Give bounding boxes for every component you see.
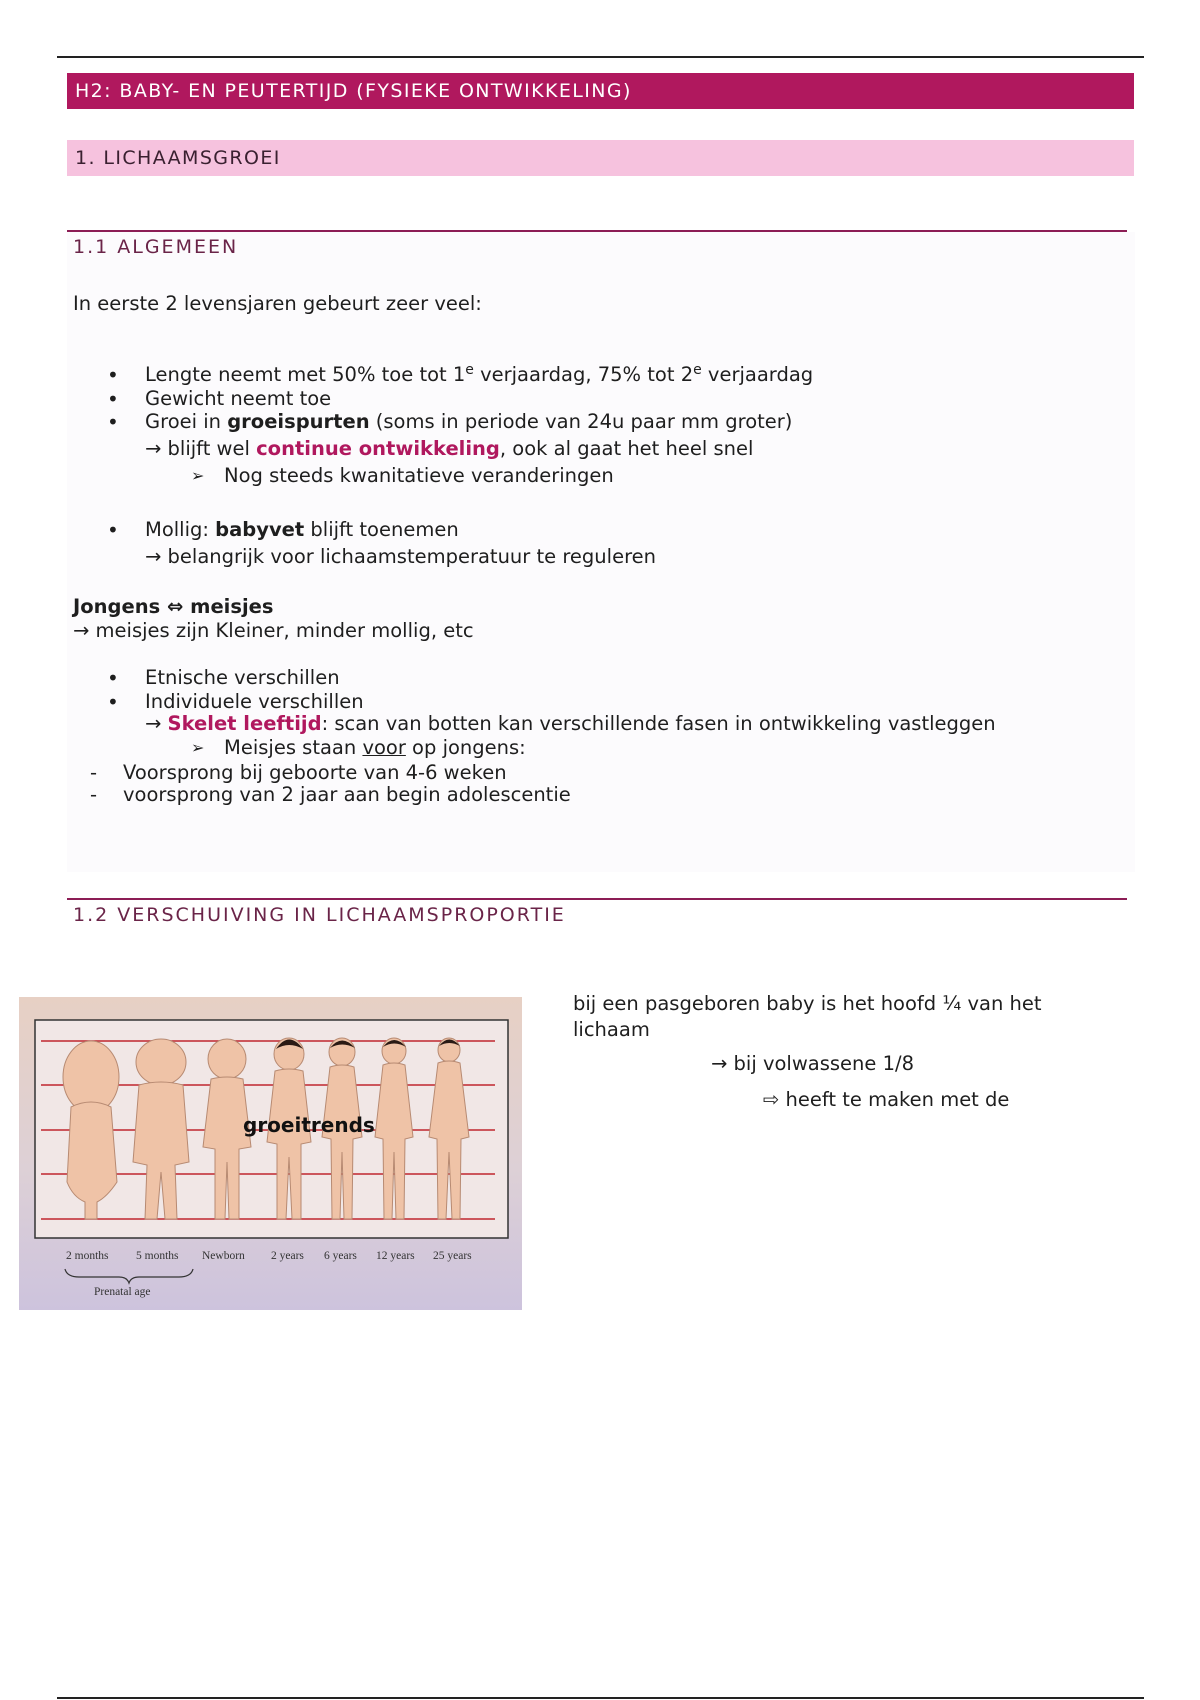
- arrow-note: → bij volwassene 1/8: [711, 1052, 914, 1075]
- section-heading: 1. LICHAAMSGROEI: [67, 140, 1134, 176]
- list-item: • Lengte neemt met 50% toe tot 1e verjaardag, 75% tot 2e verjaardag: [145, 363, 813, 387]
- chapter-heading: H2: BABY- EN PEUTERTIJD (FYSIEKE ONTWIKKELING): [67, 73, 1134, 109]
- list-item: • Gewicht neemt toe: [145, 387, 331, 411]
- list-item: • Individuele verschillen: [145, 690, 364, 714]
- age-label: 25 years: [433, 1250, 472, 1262]
- age-label: 2 years: [271, 1250, 304, 1262]
- age-label: 5 months: [136, 1250, 179, 1262]
- body-text: bij een pasgeboren baby is het hoofd ¼ van het: [573, 992, 1042, 1015]
- list-item: • Mollig: babyvet blijft toenemen: [145, 518, 459, 542]
- body-proportions-figure: [19, 997, 522, 1310]
- arrow-note: → belangrijk voor lichaamstemperatuur te reguleren: [145, 545, 657, 568]
- top-rule: [57, 56, 1144, 58]
- list-item: • Groei in groeispurten (soms in periode van 24u paar mm groter): [145, 410, 792, 434]
- arrow-note: ⇨ heeft te maken met de: [763, 1088, 1010, 1111]
- gender-heading: Jongens ⇔ meisjes: [73, 595, 274, 618]
- age-label: Newborn: [202, 1250, 245, 1262]
- sub-list-item: ➢ Meisjes staan voor op jongens:: [224, 736, 526, 760]
- intro-text: In eerste 2 levensjaren gebeurt zeer veel:: [73, 292, 482, 315]
- dash-item: - voorsprong van 2 jaar aan begin adolescentie: [123, 783, 571, 807]
- age-label: 12 years: [376, 1250, 415, 1262]
- figure-illustration: [19, 997, 522, 1310]
- subsection-heading-1-1: 1.1 ALGEMEEN: [67, 230, 1127, 258]
- list-item: • Etnische verschillen: [145, 666, 340, 690]
- arrow-note: → blijft wel continue ontwikkeling, ook al gaat het heel snel: [145, 437, 754, 460]
- dash-item: - Voorsprong bij geboorte van 4-6 weken: [123, 761, 507, 785]
- subsection-heading-1-2: 1.2 VERSCHUIVING IN LICHAAMSPROPORTIE: [67, 898, 1127, 926]
- arrow-note: → meisjes zijn Kleiner, minder mollig, etc: [73, 619, 474, 642]
- age-label: 6 years: [324, 1250, 357, 1262]
- body-text: lichaam: [573, 1018, 650, 1041]
- age-label: 2 months: [66, 1250, 109, 1262]
- prenatal-label: Prenatal age: [94, 1286, 151, 1298]
- bottom-rule: [57, 1697, 1144, 1699]
- figure-overlay-label: groeitrends: [243, 1113, 375, 1137]
- arrow-note: → Skelet leeftijd: scan van botten kan verschillende fasen in ontwikkeling vastleggen: [145, 712, 996, 735]
- sub-list-item: ➢ Nog steeds kwanitatieve veranderingen: [224, 464, 614, 488]
